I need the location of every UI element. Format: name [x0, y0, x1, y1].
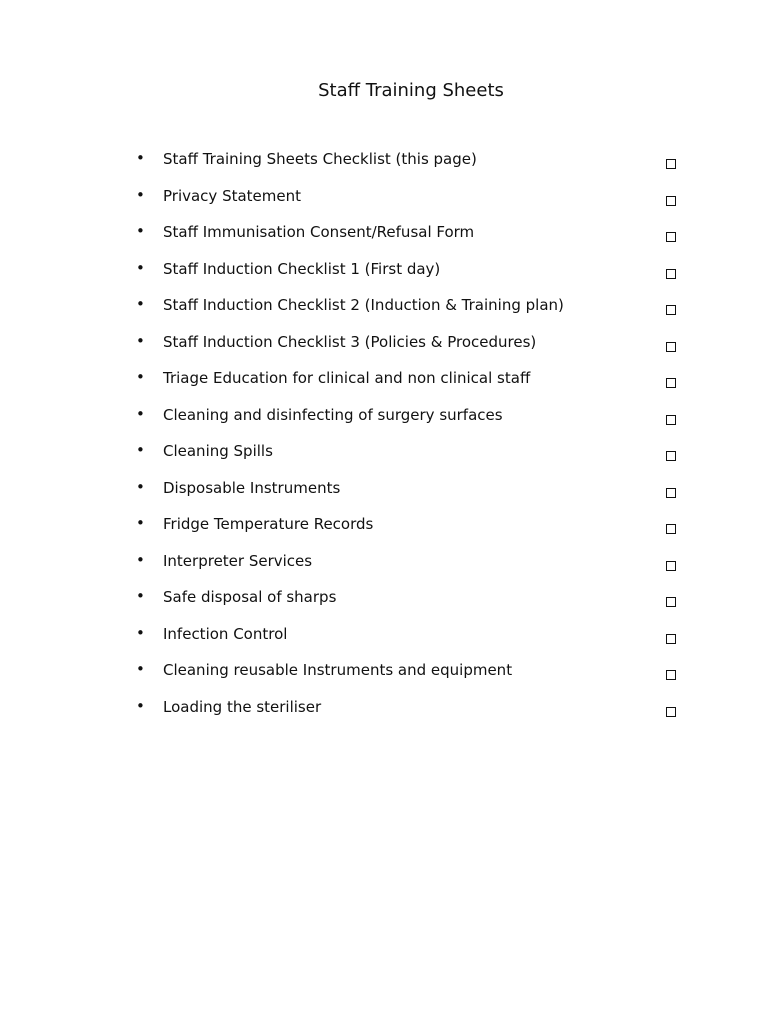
checklist-item-label: Safe disposal of sharps	[163, 588, 337, 606]
checklist-item-label: Staff Training Sheets Checklist (this page)	[163, 150, 477, 168]
bullet-icon: •	[136, 331, 145, 350]
checkbox[interactable]	[666, 159, 676, 169]
checklist-item-label: Staff Immunisation Consent/Refusal Form	[163, 223, 475, 241]
checkbox[interactable]	[666, 342, 676, 352]
checklist-item-label: Loading the steriliser	[163, 697, 322, 716]
bullet-icon: •	[136, 258, 145, 277]
checklist-item	[0, 656, 770, 693]
checklist-item-label: Triage Education for clinical and non clinical staff	[163, 369, 531, 387]
checklist-item	[0, 547, 770, 584]
checklist-item-label: Disposable Instruments	[163, 478, 341, 497]
checklist-item	[0, 620, 770, 657]
checkbox[interactable]	[666, 597, 676, 607]
bullet-icon: •	[136, 222, 145, 240]
checklist-item	[0, 291, 770, 328]
checklist-item-label: Cleaning Spills	[163, 442, 273, 460]
checkbox[interactable]	[666, 524, 676, 534]
page-title: Staff Training Sheets	[318, 80, 504, 101]
checklist-item	[0, 255, 770, 292]
checklist-item-label: Cleaning reusable Instruments and equipment	[163, 661, 513, 679]
bullet-icon: •	[136, 295, 145, 313]
bullet-icon: •	[136, 149, 145, 167]
checklist-item	[0, 218, 770, 255]
checkbox[interactable]	[666, 634, 676, 644]
checklist-item-label: Infection Control	[163, 624, 288, 643]
checklist-item-label: Fridge Temperature Records	[163, 515, 374, 533]
checklist-item	[0, 693, 770, 730]
checkbox[interactable]	[666, 415, 676, 425]
bullet-icon: •	[136, 441, 145, 459]
checkbox[interactable]	[666, 232, 676, 242]
checkbox[interactable]	[666, 451, 676, 461]
checkbox[interactable]	[666, 269, 676, 279]
checkbox[interactable]	[666, 305, 676, 315]
checklist-item-label: Cleaning and disinfecting of surgery surfaces	[163, 405, 503, 424]
bullet-icon: •	[136, 477, 145, 496]
checklist-item	[0, 328, 770, 365]
bullet-icon: •	[136, 368, 145, 386]
checklist-item-label: Staff Induction Checklist 2 (Induction & Training plan)	[163, 296, 564, 314]
bullet-icon: •	[136, 185, 145, 204]
checklist-item	[0, 401, 770, 438]
checklist-item	[0, 145, 770, 182]
checklist-item	[0, 474, 770, 511]
checkbox[interactable]	[666, 488, 676, 498]
checkbox[interactable]	[666, 196, 676, 206]
checkbox[interactable]	[666, 561, 676, 571]
bullet-icon: •	[136, 514, 145, 532]
checklist-item	[0, 437, 770, 474]
checklist-item-label: Staff Induction Checklist 3 (Policies & Procedures)	[163, 332, 537, 351]
checklist-item	[0, 510, 770, 547]
checkbox[interactable]	[666, 707, 676, 717]
bullet-icon: •	[136, 660, 145, 678]
checklist-item	[0, 583, 770, 620]
bullet-icon: •	[136, 623, 145, 642]
checklist-item	[0, 182, 770, 219]
checklist-item-label: Interpreter Services	[163, 551, 313, 570]
checklist-item-label: Staff Induction Checklist 1 (First day)	[163, 259, 441, 278]
checkbox[interactable]	[666, 670, 676, 680]
bullet-icon: •	[136, 696, 145, 715]
bullet-icon: •	[136, 404, 145, 423]
checklist-item	[0, 364, 770, 401]
training-checklist	[0, 145, 770, 729]
bullet-icon: •	[136, 550, 145, 569]
checklist-item-label: Privacy Statement	[163, 186, 302, 205]
bullet-icon: •	[136, 587, 145, 605]
checkbox[interactable]	[666, 378, 676, 388]
